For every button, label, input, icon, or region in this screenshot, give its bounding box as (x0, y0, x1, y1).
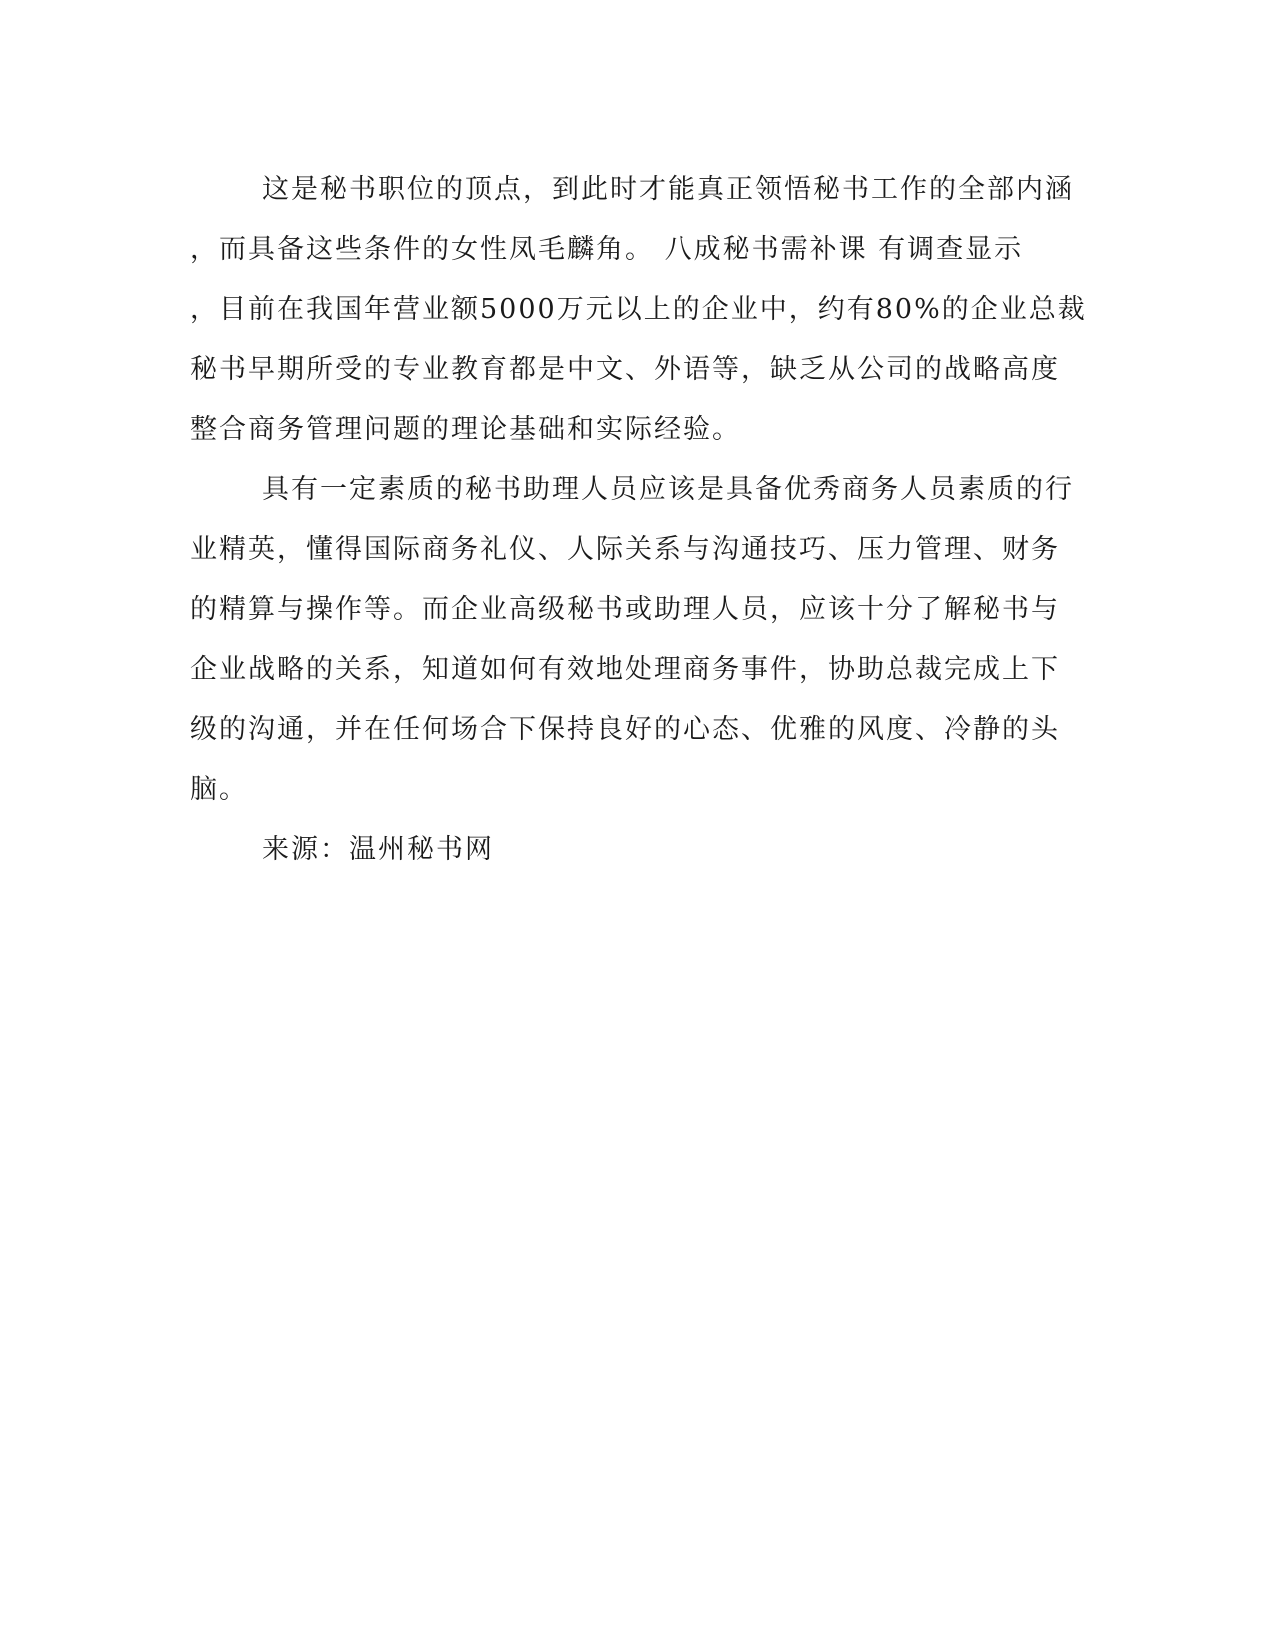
paragraph-line: 整合商务管理问题的理论基础和实际经验。 (190, 414, 741, 445)
paragraph-line: 企业战略的关系，知道如何有效地处理商务事件，协助总裁完成上下 (190, 654, 1060, 685)
paragraph-line: 具有一定素质的秘书助理人员应该是具备优秀商务人员素质的行 (262, 474, 1074, 505)
paragraph-line: 这是秘书职位的顶点，到此时才能真正领悟秘书工作的全部内涵 (262, 174, 1074, 205)
paragraph-line: ，而具备这些条件的女性凤毛麟角。 八成秘书需补课 有调查显示 (190, 234, 1024, 265)
paragraph-line: 业精英，懂得国际商务礼仪、人际关系与沟通技巧、压力管理、财务 (190, 534, 1060, 565)
paragraph-line: 的精算与操作等。而企业高级秘书或助理人员，应该十分了解秘书与 (190, 594, 1060, 625)
paragraph-line: 级的沟通，并在任何场合下保持良好的心态、优雅的风度、冷静的头 (190, 714, 1060, 745)
paragraph-line: ，目前在我国年营业额5000万元以上的企业中，约有80%的企业总裁 (190, 294, 1087, 325)
paragraph-line: 秘书早期所受的专业教育都是中文、外语等，缺乏从公司的战略高度 (190, 354, 1060, 385)
paragraph-line: 脑。 (190, 774, 248, 805)
source-line: 来源：温州秘书网 (262, 834, 494, 865)
